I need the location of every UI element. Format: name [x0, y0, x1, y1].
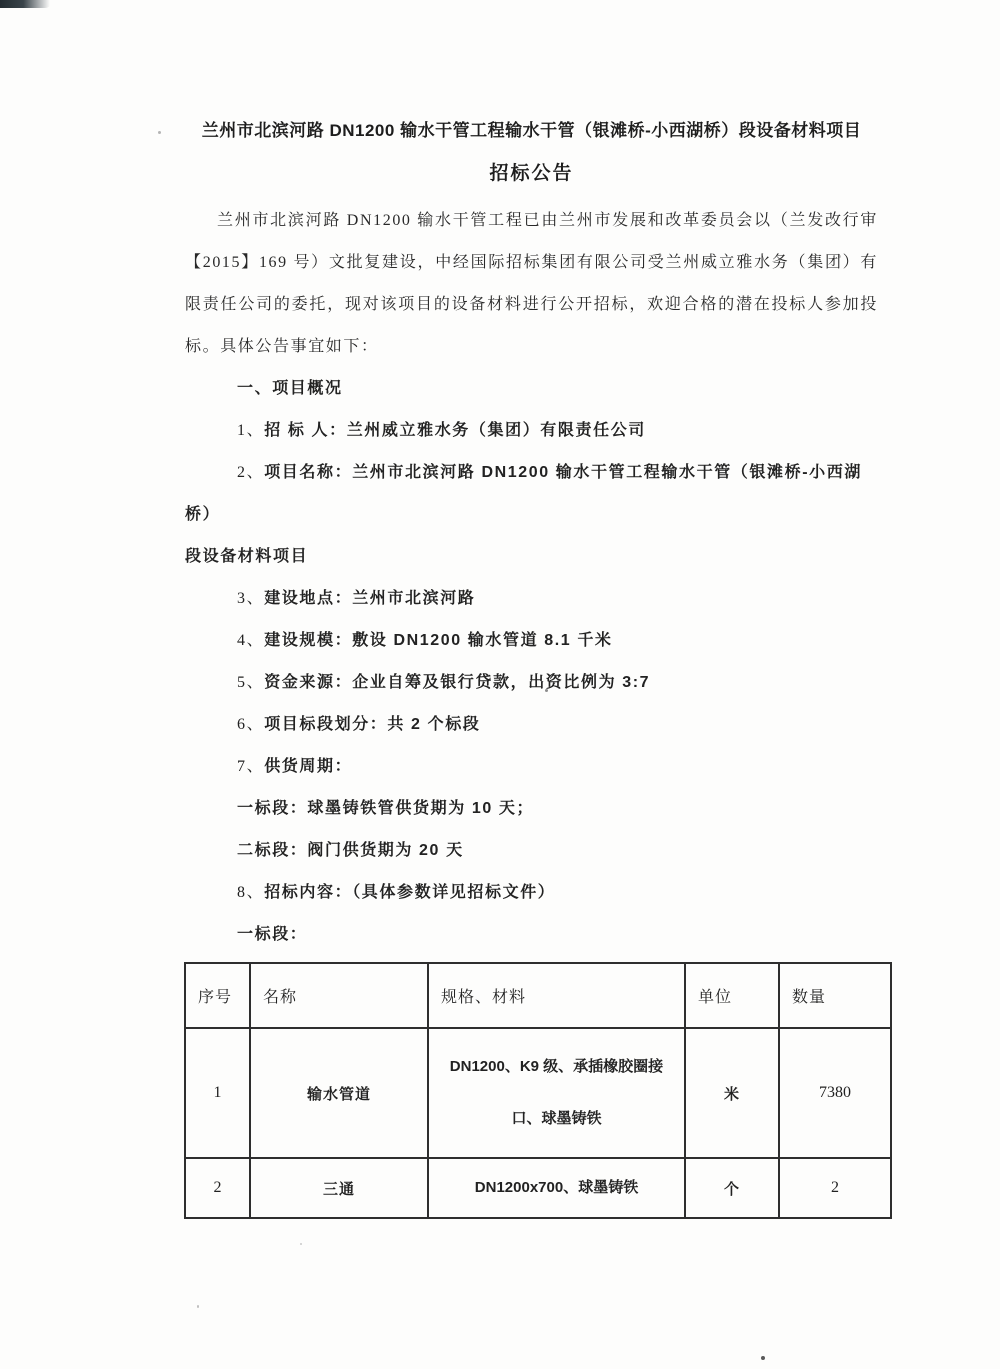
scan-speck	[158, 131, 161, 134]
cell-unit: 米	[685, 1028, 779, 1158]
list-item-supply-period	[185, 746, 878, 788]
cell-unit: 个	[685, 1158, 779, 1218]
item-text: 项目标段划分：共 2 个标段	[264, 716, 481, 733]
list-item-project-name	[185, 452, 878, 536]
list-item-bidder	[185, 410, 878, 452]
item-text: 二标段：阀门供货期为 20 天	[237, 842, 464, 859]
cell-name: 输水管道	[250, 1028, 428, 1158]
table-row	[185, 1158, 891, 1218]
item-number: 2、	[237, 464, 265, 481]
list-item-location	[185, 578, 878, 620]
list-item-lot2-period	[185, 830, 878, 872]
scan-speck	[761, 1356, 765, 1360]
list-item-project-name-continuation	[185, 536, 878, 578]
item-text: 一标段：	[237, 926, 308, 943]
header-cell-qty: 数量	[779, 963, 891, 1028]
item-text: 供货周期：	[264, 758, 353, 775]
list-item-scale	[185, 620, 878, 662]
item-text: 招标内容：（具体参数详见招标文件）	[264, 884, 556, 901]
scan-speck	[300, 1243, 302, 1245]
header-cell-unit: 单位	[685, 963, 779, 1028]
table-header-row	[185, 963, 891, 1028]
equipment-table	[184, 962, 892, 1219]
intro-paragraph: 兰州市北滨河路 DN1200 输水干管工程已由兰州市发展和改革委员会以（兰发改行审【2015】169 号）文批复建设，中经国际招标集团有限公司受兰州威立雅水务（集团）有限责任公司的委托，现对该项目的设备材料进行公开招标，欢迎合格的潜在投标人参加投标。具体公告事宜如下：	[185, 212, 878, 355]
item-number: 4、	[237, 632, 265, 649]
item-text: 建设地点：兰州市北滨河路	[264, 590, 476, 607]
cell-no: 1	[185, 1028, 250, 1158]
section-heading: 一、项目概况	[237, 380, 343, 397]
cell-qty: 7380	[779, 1028, 891, 1158]
list-item-funding	[185, 662, 878, 704]
item-text: 项目名称：兰州市北滨河路 DN1200 输水干管工程输水干管（银滩桥-小西湖桥）	[185, 464, 862, 523]
item-number: 5、	[237, 674, 265, 691]
scan-smudge-artifact	[0, 0, 52, 8]
item-number: 1、	[237, 422, 265, 439]
cell-name: 三通	[250, 1158, 428, 1218]
item-text: 一标段：球墨铸铁管供货期为 10 天；	[237, 800, 535, 817]
item-number: 7、	[237, 758, 265, 775]
header-cell-name: 名称	[250, 963, 428, 1028]
item-text: 招 标 人：兰州威立雅水务（集团）有限责任公司	[264, 422, 646, 439]
item-number: 8、	[237, 884, 265, 901]
table-row	[185, 1028, 891, 1158]
cell-qty: 2	[779, 1158, 891, 1218]
scan-speck	[197, 1305, 199, 1308]
cell-spec: DN1200x700、球墨铸铁	[428, 1158, 685, 1218]
cell-no: 2	[185, 1158, 250, 1218]
header-cell-no: 序号	[185, 963, 250, 1028]
item-text: 段设备材料项目	[185, 548, 309, 565]
item-text: 建设规模：敷设 DN1200 输水管道 8.1 千米	[264, 632, 613, 649]
document-title-line1: 兰州市北滨河路 DN1200 输水干管工程输水干管（银滩桥-小西湖桥）段设备材料项目	[201, 121, 862, 140]
header-cell-spec: 规格、材料	[428, 963, 685, 1028]
item-text: 资金来源：企业自筹及银行贷款，出资比例为 3:7	[264, 674, 651, 691]
announcement-items	[185, 368, 878, 956]
list-item-bid-content	[185, 872, 878, 914]
list-item-lot-division	[185, 704, 878, 746]
document-content	[185, 0, 878, 1219]
document-title-line2: 招标公告	[489, 163, 574, 184]
list-item-lot1-period	[185, 788, 878, 830]
lot1-table-label	[185, 914, 878, 956]
item-number: 3、	[237, 590, 265, 607]
item-number: 6、	[237, 716, 265, 733]
cell-spec: DN1200、K9 级、承插橡胶圈接口、球墨铸铁	[428, 1028, 685, 1158]
